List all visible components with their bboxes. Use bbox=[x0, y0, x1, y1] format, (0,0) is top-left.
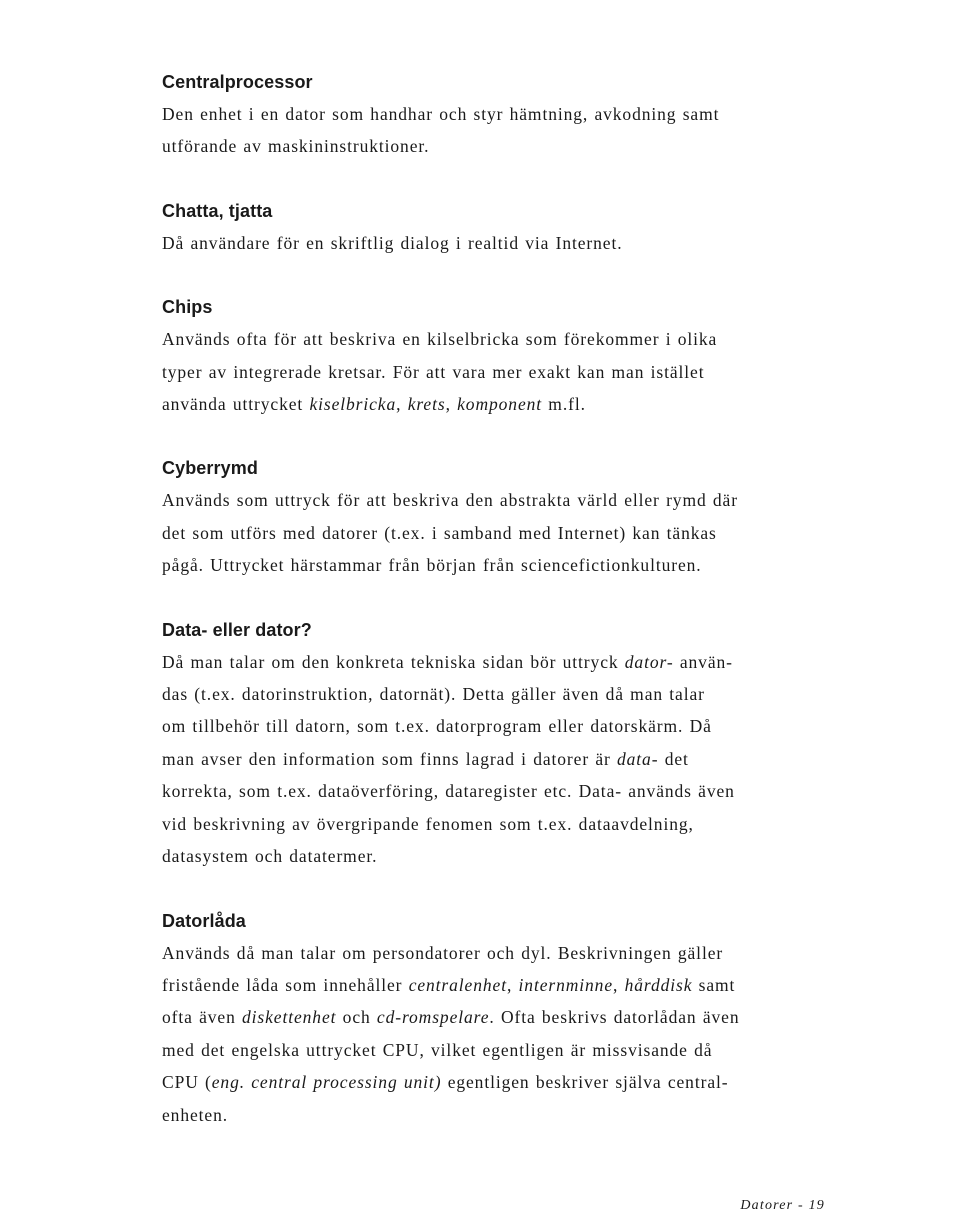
definition-line bbox=[162, 969, 842, 1001]
text-run: ofta även bbox=[162, 1007, 242, 1028]
text-run: och bbox=[336, 1007, 377, 1028]
entry-term: Cyberrymd bbox=[162, 458, 258, 479]
italic-term: data- bbox=[617, 748, 659, 769]
text-run: enheten. bbox=[162, 1104, 228, 1125]
text-run: Används som uttryck för att beskriva den abstrakta värld eller rymd där bbox=[162, 490, 738, 511]
definition-line bbox=[162, 356, 842, 388]
entry-term: Chatta, tjatta bbox=[162, 200, 273, 221]
italic-term: kiselbricka bbox=[309, 394, 397, 415]
text-run: das (t.ex. datorinstruktion, datornät). Detta gäller även då man talar bbox=[162, 684, 705, 705]
text-run: , bbox=[613, 974, 625, 995]
definition-line bbox=[162, 678, 842, 710]
entry-term: Chips bbox=[162, 297, 213, 318]
text-run: datasystem och datatermer. bbox=[162, 846, 378, 867]
text-run: utförande av maskininstruktioner. bbox=[162, 136, 430, 157]
text-run: m.fl. bbox=[542, 394, 586, 415]
text-run: det som utförs med datorer (t.ex. i samband med Internet) kan tänkas bbox=[162, 522, 717, 543]
glossary-entry bbox=[162, 195, 842, 259]
text-run: Då man talar om den konkreta tekniska sidan bör uttryck bbox=[162, 651, 625, 672]
italic-term: diskettenhet bbox=[242, 1007, 337, 1028]
definition-line bbox=[162, 549, 842, 581]
italic-term: centralenhet bbox=[408, 974, 507, 995]
text-run: , bbox=[506, 974, 519, 995]
page-footer: Datorer - 19 bbox=[740, 1198, 825, 1213]
text-run: pågå. Uttrycket härstammar från början från sciencefictionkulturen. bbox=[162, 555, 702, 576]
document-body bbox=[162, 66, 842, 1131]
glossary-entry bbox=[162, 291, 842, 420]
definition-line bbox=[162, 130, 842, 162]
text-run: egentligen beskriver själva central- bbox=[441, 1072, 729, 1093]
definition-line bbox=[162, 1034, 842, 1066]
italic-term: dator- bbox=[624, 651, 674, 672]
text-run: det bbox=[658, 748, 689, 769]
text-run: Används då man talar om persondatorer och dyl. Beskrivningen gäller bbox=[162, 942, 724, 963]
glossary-entry bbox=[162, 614, 842, 873]
text-run: med det engelska uttrycket CPU, vilket egentligen är missvisande då bbox=[162, 1039, 713, 1060]
italic-term: hårddisk bbox=[624, 974, 693, 995]
text-run: använ- bbox=[673, 651, 733, 672]
definition-line bbox=[162, 517, 842, 549]
text-run: använda uttrycket bbox=[162, 394, 310, 415]
entry-spacer bbox=[162, 420, 842, 452]
glossary-entry bbox=[162, 452, 842, 581]
definition-line bbox=[162, 484, 842, 516]
glossary-entry bbox=[162, 66, 842, 163]
text-run: Används ofta för att beskriva en kilselbricka som förekommer i olika bbox=[162, 329, 718, 350]
italic-term: internminne bbox=[518, 974, 614, 995]
definition-line bbox=[162, 1001, 842, 1033]
text-run: . Ofta beskrivs datorlådan även bbox=[489, 1007, 740, 1028]
entry-term: Datorlåda bbox=[162, 910, 246, 931]
text-run: fristående låda som innehåller bbox=[162, 974, 409, 995]
definition-line bbox=[162, 840, 842, 872]
text-run: CPU ( bbox=[162, 1072, 212, 1093]
definition-line bbox=[162, 743, 842, 775]
text-run: Då användare för en skriftlig dialog i realtid via Internet. bbox=[162, 232, 623, 253]
definition-line bbox=[162, 227, 842, 259]
text-run: typer av integrerade kretsar. För att vara mer exakt kan man istället bbox=[162, 361, 705, 382]
italic-term: cd-romspelare bbox=[376, 1007, 490, 1028]
entry-term: Centralprocessor bbox=[162, 72, 313, 92]
text-run: , bbox=[445, 394, 458, 415]
italic-term: komponent bbox=[457, 394, 543, 415]
definition-line bbox=[162, 388, 842, 420]
definition-line bbox=[162, 323, 842, 355]
definition-line bbox=[162, 808, 842, 840]
entry-spacer bbox=[162, 582, 842, 614]
italic-term: eng. central processing unit) bbox=[211, 1072, 442, 1093]
text-run: man avser den information som finns lagrad i datorer är bbox=[162, 748, 617, 769]
entry-term: Data- eller dator? bbox=[162, 619, 312, 640]
definition-line bbox=[162, 1066, 842, 1098]
definition-line bbox=[162, 646, 842, 678]
text-run: , bbox=[396, 394, 408, 415]
definition-line bbox=[162, 98, 842, 130]
entry-spacer bbox=[162, 163, 842, 195]
definition-line bbox=[162, 1099, 842, 1131]
italic-term: krets bbox=[407, 394, 446, 415]
glossary-entry bbox=[162, 905, 842, 1131]
text-run: samt bbox=[692, 974, 736, 995]
definition-line bbox=[162, 937, 842, 969]
definition-line bbox=[162, 710, 842, 742]
text-run: korrekta, som t.ex. dataöverföring, dataregister etc. Data- används även bbox=[162, 781, 735, 802]
entry-spacer bbox=[162, 873, 842, 905]
definition-line bbox=[162, 775, 842, 807]
text-run: Den enhet i en dator som handhar och styr hämtning, avkodning samt bbox=[162, 104, 720, 124]
text-run: om tillbehör till datorn, som t.ex. datorprogram eller datorskärm. Då bbox=[162, 716, 712, 737]
entry-spacer bbox=[162, 259, 842, 291]
text-run: vid beskrivning av övergripande fenomen som t.ex. dataavdelning, bbox=[162, 813, 694, 834]
